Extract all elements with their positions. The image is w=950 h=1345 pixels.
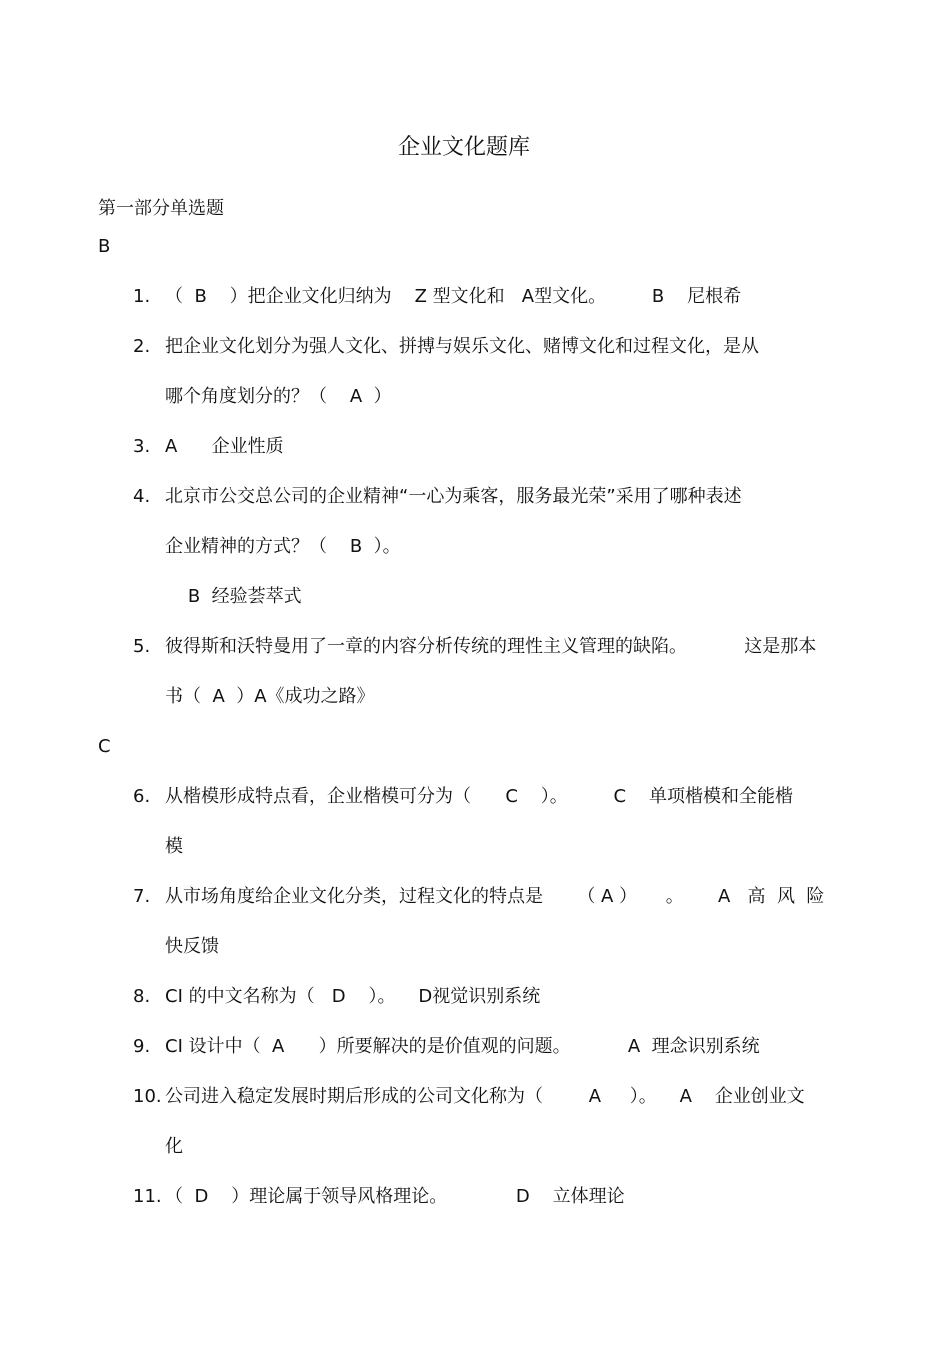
question-text: 哪个角度划分的？（ A ） [165, 386, 392, 407]
question-text: 快反馈 [165, 936, 219, 957]
question-text: 从楷模形成特点看，企业楷模可分为（ C ）。 C 单项楷模和全能楷 [165, 786, 794, 807]
question-number: 4. [133, 486, 151, 507]
group-label-b: B [98, 236, 111, 257]
question-text: （ B ）把企业文化归纳为 Z 型文化和 A型文化。 B 尼根希 [165, 286, 742, 307]
page-title: 企业文化题库 [398, 135, 531, 160]
question-text: 彼得斯和沃特曼用了一章的内容分析传统的理性主义管理的缺陷。 这是那本 [165, 636, 817, 657]
question-text: （ D ）理论属于领导风格理论。 D 立体理论 [165, 1186, 625, 1207]
question-number: 11. [133, 1186, 162, 1207]
question-text: 公司进入稳定发展时期后形成的公司文化称为（ A ）。 A 企业创业文 [165, 1086, 805, 1107]
question-number: 10. [133, 1086, 162, 1107]
section-heading: 第一部分单选题 [98, 198, 224, 219]
question-text: CI 的中文名称为（ D ）。 D视觉识别系统 [165, 986, 541, 1007]
question-text: CI 设计中（ A ）所要解决的是价值观的问题。 A 理念识别系统 [165, 1036, 760, 1057]
question-text: A 企业性质 [165, 436, 284, 457]
question-number: 5. [133, 636, 151, 657]
question-number: 7. [133, 886, 151, 907]
question-number: 3. [133, 436, 151, 457]
question-text: 模 [165, 836, 183, 857]
question-text: 从市场角度给企业文化分类，过程文化的特点是 （ A ） 。 A 高 风 险 [165, 886, 825, 907]
question-number: 9. [133, 1036, 151, 1057]
question-number: 8. [133, 986, 151, 1007]
question-number: 2. [133, 336, 151, 357]
question-text: 把企业文化划分为强人文化、拼搏与娱乐文化、赌博文化和过程文化，是从 [165, 336, 759, 357]
question-text: 企业精神的方式？（ B ）。 [165, 536, 401, 557]
question-number: 6. [133, 786, 151, 807]
group-label-c: C [98, 736, 111, 757]
question-text: 北京市公交总公司的企业精神“一心为乘客，服务最光荣”采用了哪种表述 [165, 486, 742, 507]
question-text: 化 [165, 1136, 183, 1157]
question-answer: B 经验荟萃式 [165, 586, 302, 607]
question-text: 书（ A ）A《成功之路》 [165, 686, 375, 707]
question-number: 1. [133, 286, 151, 307]
